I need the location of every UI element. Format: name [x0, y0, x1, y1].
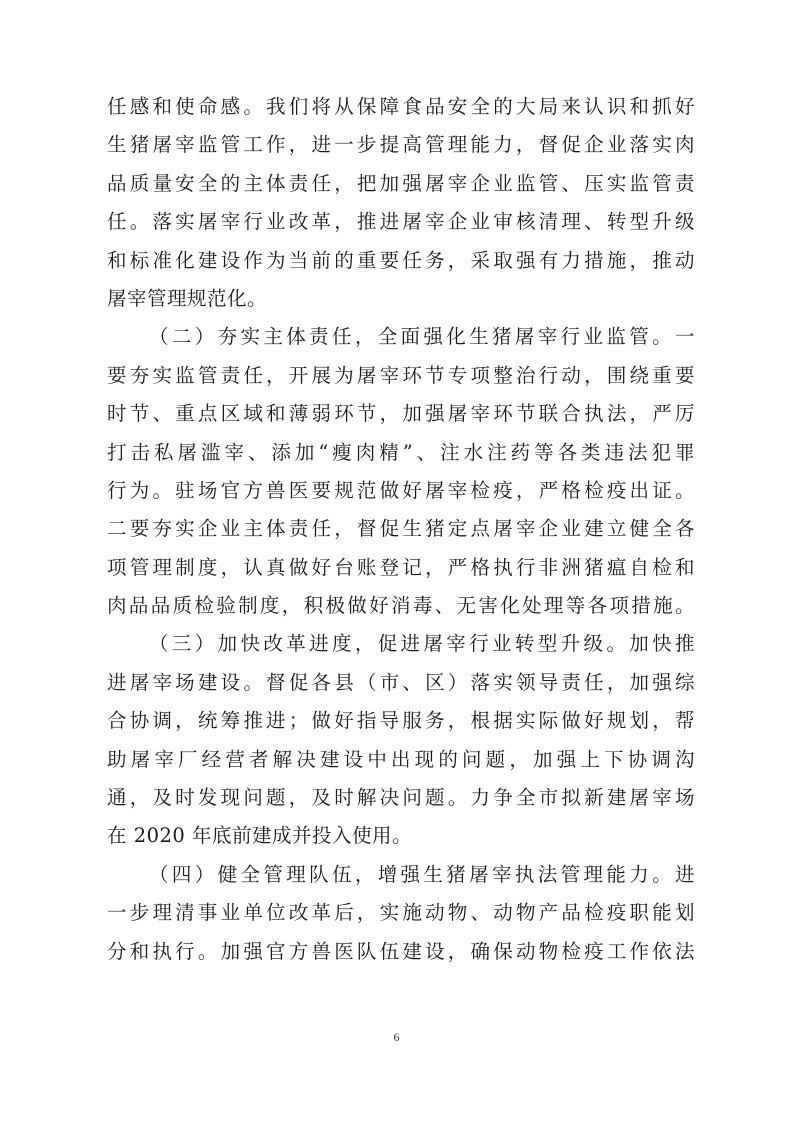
text-line: 要夯实监管责任，开展为屠宰环节专项整治行动，围绕重要 — [107, 363, 695, 387]
text-line: 时节、重点区域和薄弱环节，加强屠宰环节联合执法，严厉 — [107, 402, 695, 426]
text-line: 打击私屠滥宰、添加“瘦肉精”、注水注药等各类违法犯罪 — [107, 440, 695, 464]
text-line: 品质量安全的主体责任，把加强屠宰企业监管、压实监管责 — [107, 171, 695, 195]
text-line: 屠宰管理规范化。 — [107, 286, 268, 310]
section-heading-line: （四）健全管理队伍，增强生猪屠宰执法管理能力。进 — [149, 862, 695, 886]
text-line: 合协调，统筹推进；做好指导服务，根据实际做好规划，帮 — [107, 709, 695, 733]
text-line: 肉品品质检验制度，积极做好消毒、无害化处理等各项措施。 — [107, 594, 695, 618]
text-line: 任感和使命感。我们将从保障食品安全的大局来认识和抓好 — [107, 95, 695, 118]
text-line: 一步理清事业单位改革后，实施动物、动物产品检疫职能划 — [107, 901, 695, 925]
text-line: 在 2020 年底前建成并投入使用。 — [107, 824, 413, 848]
text-line: 助屠宰厂经营者解决建设中出现的问题，加强上下协调沟 — [107, 747, 695, 771]
text-line: 和标准化建设作为当前的重要任务，采取强有力措施，推动 — [107, 248, 695, 272]
text-line: 项管理制度，认真做好台账登记，严格执行非洲猪瘟自检和 — [107, 555, 695, 579]
text-line: 行为。驻场官方兽医要规范做好屠宰检疫，严格检疫出证。 — [107, 478, 695, 502]
body-text — [107, 88, 695, 971]
section-heading-line: （二）夯实主体责任，全面强化生猪屠宰行业监管。一 — [149, 325, 695, 349]
text-line: 二要夯实企业主体责任，督促生猪定点屠宰企业建立健全各 — [107, 517, 695, 541]
text-line: 生猪屠宰监管工作，进一步提高管理能力，督促企业落实肉 — [107, 133, 695, 157]
text-line: 通，及时发现问题，及时解决问题。力争全市拟新建屠宰场 — [107, 786, 695, 810]
text-line: 进屠宰场建设。督促各县（市、区）落实领导责任，加强综 — [107, 670, 695, 694]
text-line: 分和执行。加强官方兽医队伍建设，确保动物检疫工作依法 — [107, 939, 695, 963]
text-line: 任。落实屠宰行业改革，推进屠宰企业审核清理、转型升级 — [107, 210, 695, 234]
section-heading-line: （三）加快改革进度，促进屠宰行业转型升级。加快推 — [149, 632, 695, 656]
page-number: 6 — [393, 1030, 400, 1044]
